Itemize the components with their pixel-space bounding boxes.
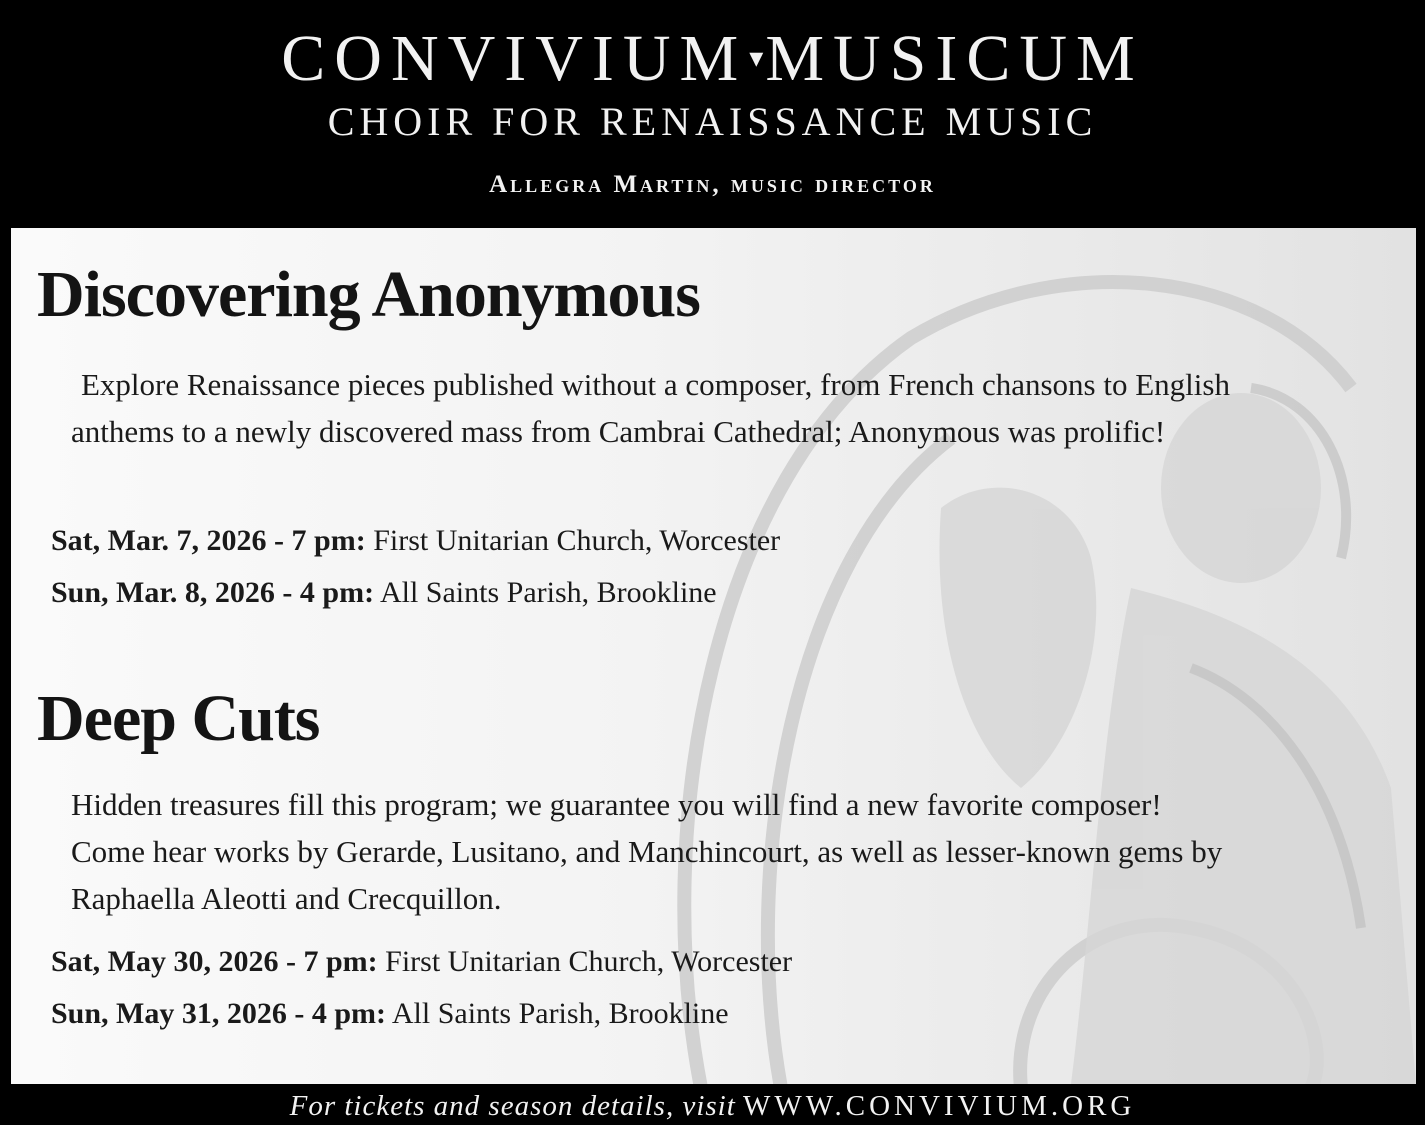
performance-venue: All Saints Parish, Brookline bbox=[391, 997, 729, 1030]
performance-date bbox=[51, 578, 717, 608]
event-title: Discovering Anonymous bbox=[37, 258, 700, 331]
footer-banner bbox=[0, 1088, 1425, 1125]
performance-date bbox=[51, 999, 729, 1029]
org-subtitle: CHOIR FOR RENAISSANCE MUSIC bbox=[327, 99, 1098, 144]
footer-lead-text: For tickets and season details, visit bbox=[289, 1090, 736, 1122]
org-name-part1: CONVIVIUM bbox=[281, 22, 748, 95]
header-banner bbox=[0, 0, 1425, 226]
event-description: Explore Renaissance pieces published without a composer, from French chansons to English anthems to a newly discovered mass from Cambrai Cathedral; Anonymous was prolific! bbox=[71, 367, 1230, 449]
performance-date bbox=[51, 947, 792, 977]
performance-when: Sat, Mar. 7, 2026 - 7 pm: bbox=[51, 524, 366, 557]
diamond-separator-icon: ▾ bbox=[749, 42, 764, 74]
org-name-part2: MUSICUM bbox=[765, 22, 1144, 95]
event-title: Deep Cuts bbox=[37, 682, 320, 755]
performance-venue: All Saints Parish, Brookline bbox=[379, 576, 717, 609]
events-panel bbox=[11, 228, 1416, 1084]
website-link[interactable]: WWW.CONVIVIUM.ORG bbox=[743, 1090, 1136, 1122]
music-director: Allegra Martin, music director bbox=[489, 171, 936, 198]
performance-venue: First Unitarian Church, Worcester bbox=[373, 524, 781, 557]
performance-when: Sat, May 30, 2026 - 7 pm: bbox=[51, 945, 378, 978]
performance-venue: First Unitarian Church, Worcester bbox=[385, 945, 793, 978]
event-description: Hidden treasures fill this program; we guarantee you will find a new favorite composer! Come hear works by Gerarde, Lusitano, and Manchincourt, as well as lesser-known gems by Raphaella Aleotti and Crecquillon. bbox=[71, 787, 1223, 916]
org-name bbox=[0, 22, 1425, 95]
performance-when: Sun, Mar. 8, 2026 - 4 pm: bbox=[51, 576, 375, 609]
performance-date bbox=[51, 526, 780, 556]
performance-when: Sun, May 31, 2026 - 4 pm: bbox=[51, 997, 387, 1030]
